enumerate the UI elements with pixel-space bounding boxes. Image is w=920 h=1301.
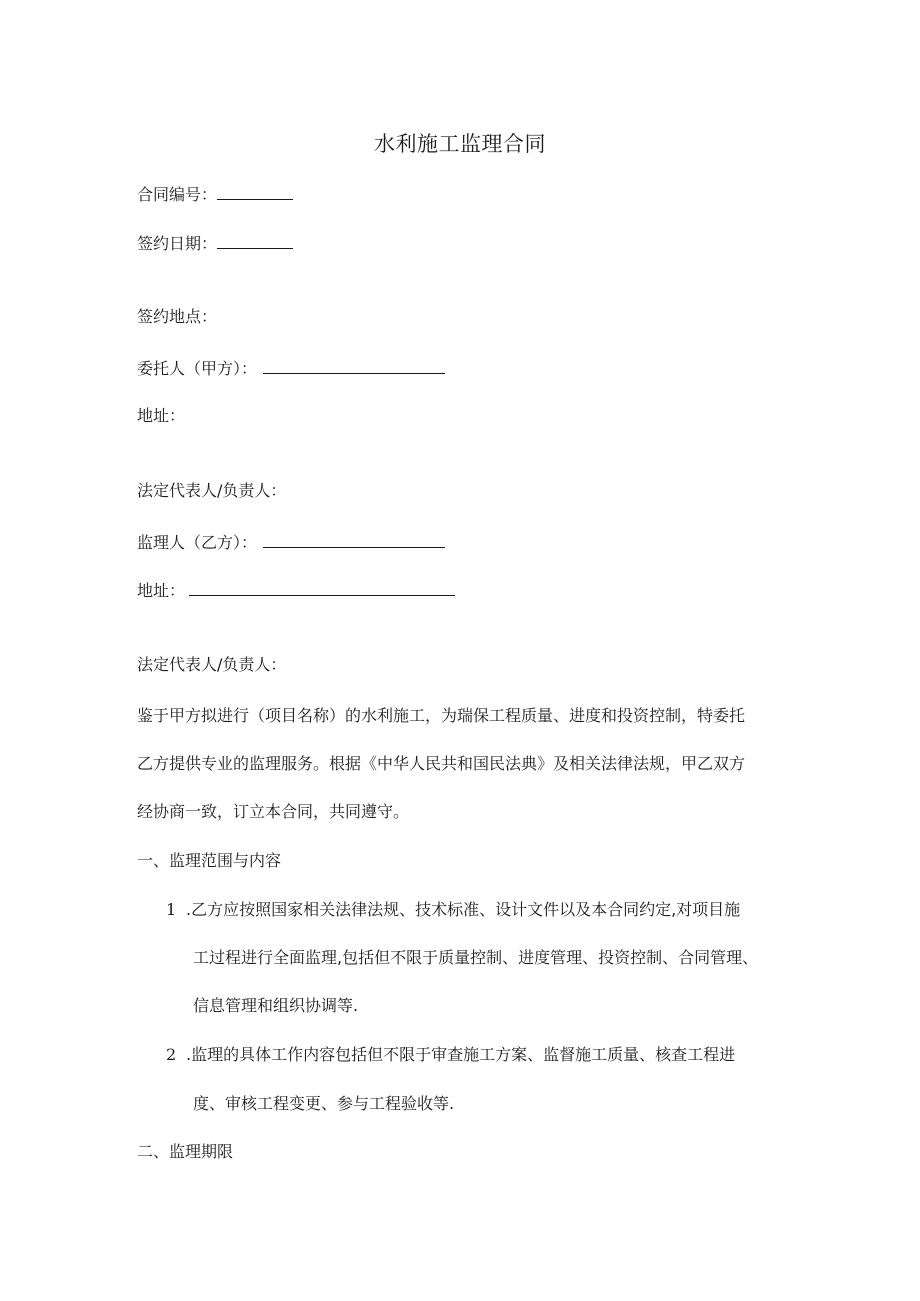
supervisor-address-blank[interactable]: [189, 578, 455, 596]
document-title: 水利施工监理合同: [374, 132, 546, 156]
supervisor-field: [137, 530, 445, 555]
item-line: 信息管理和组织协调等.: [193, 996, 359, 1015]
supervisor-rep-field: [137, 653, 286, 677]
supervisor-address-label: 地址：: [137, 581, 186, 600]
supervisor-address-field: [137, 578, 455, 603]
supervisor-blank[interactable]: [263, 530, 445, 548]
client-blank[interactable]: [263, 356, 445, 374]
preamble-line: 经协商一致，订立本合同，共同遵守。: [137, 802, 410, 821]
item-number: 1: [166, 900, 177, 919]
preamble-line: 鉴于甲方拟进行（项目名称）的水利施工，为瑞保工程质量、进度和投资控制，特委托: [137, 706, 746, 725]
item-number: 2: [166, 1045, 177, 1064]
item-line: .乙方应按照国家相关法律法规、技术标准、设计文件以及本合同约定,对项目施: [186, 900, 741, 919]
item-line: 度、审核工程变更、参与工程验收等.: [193, 1094, 455, 1113]
supervisor-label: 监理人（乙方）：: [137, 533, 258, 552]
section-heading: 二、监理期限: [137, 1142, 234, 1161]
client-address-field: [137, 404, 185, 428]
client-rep-label: 法定代表人/负责人：: [137, 481, 287, 500]
client-address-label: 地址：: [137, 406, 186, 425]
client-label: 委托人（甲方）：: [137, 359, 258, 378]
client-rep-field: [137, 479, 286, 503]
supervisor-rep-label: 法定代表人/负责人：: [137, 655, 287, 674]
sign-place-label: 签约地点：: [137, 307, 218, 326]
contract-number-blank[interactable]: [217, 182, 293, 200]
sign-date-label: 签约日期：: [137, 234, 218, 253]
section-heading: 一、监理范围与内容: [137, 851, 282, 870]
sign-place-field: [137, 305, 217, 329]
preamble-line: 乙方提供专业的监理服务。根据《中华人民共和国民法典》及相关法律法规，甲乙双方: [137, 754, 746, 773]
contract-number-field: [137, 182, 293, 207]
item-line: 工过程进行全面监理,包括但不限于质量控制、进度管理、投资控制、合同管理、: [193, 948, 759, 967]
client-field: [137, 356, 445, 381]
item-line: .监理的具体工作内容包括但不限于审查施工方案、监督施工质量、核查工程进: [186, 1045, 736, 1064]
sign-date-field: [137, 231, 293, 256]
contract-number-label: 合同编号：: [137, 185, 218, 204]
sign-date-blank[interactable]: [217, 231, 293, 249]
